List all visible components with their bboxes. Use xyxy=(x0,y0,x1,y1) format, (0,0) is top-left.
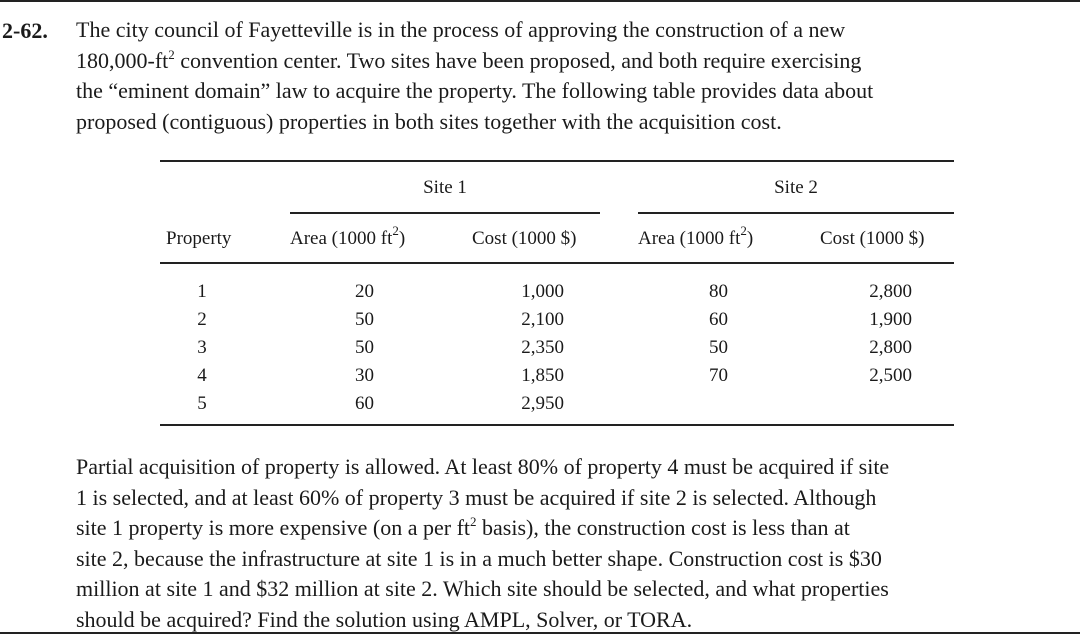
table-cell: 5 xyxy=(197,393,207,414)
text-segment: convention center. Two sites have been proposed, and both require exercising xyxy=(174,47,862,73)
table-cell: 60 xyxy=(355,393,374,414)
table-cell: 30 xyxy=(355,365,374,386)
table-cell: 50 xyxy=(355,337,374,358)
property-table xyxy=(160,160,954,428)
site2-cost-column xyxy=(856,278,912,390)
table-cell: 2,950 xyxy=(521,393,564,414)
table-cell: 1,850 xyxy=(521,365,564,386)
header-site2-cost: Cost (1000 $) xyxy=(820,228,925,249)
header-site1-area xyxy=(290,223,406,250)
site1-area-column xyxy=(340,278,374,418)
header-site1-area-exponent: 2 xyxy=(392,223,399,238)
property-column xyxy=(190,278,214,418)
table-cell: 2,100 xyxy=(521,309,564,330)
table-top-rule xyxy=(160,160,954,162)
header-property: Property xyxy=(166,228,232,249)
header-site2-area-text: Area (1000 ft xyxy=(638,228,741,249)
text-line xyxy=(76,574,1066,605)
problem-number: 2-62. xyxy=(2,18,48,43)
text-line xyxy=(76,76,1066,107)
text-segment: site 1 property is more expensive (on a per ft xyxy=(76,515,471,540)
table-cell: 70 xyxy=(709,365,728,386)
table-cell: 80 xyxy=(709,281,728,302)
table-cell: 2 xyxy=(197,309,207,330)
text-line xyxy=(76,605,1066,636)
text-line xyxy=(76,107,1066,138)
table-cell: 1,900 xyxy=(869,309,912,330)
text-line xyxy=(76,483,1066,514)
text-segment: The city council of Fayetteville is in the process of approving the construction of a new xyxy=(76,17,846,42)
problem-intro xyxy=(76,15,1066,137)
header-site1-area-text: Area (1000 ft xyxy=(290,228,393,249)
text-segment: 1 is selected, and at least 60% of property 3 must be acquired if site 2 is selected. Although xyxy=(76,484,877,510)
text-segment: million at site 1 and $32 million at site 2. Which site should be selected, and what properties xyxy=(76,576,889,601)
text-segment: the “eminent domain” law to acquire the property. The following table provides data about xyxy=(76,78,874,103)
text-segment: site 2, because the infrastructure at site 1 is in a much better shape. Construction cost is $30 xyxy=(76,545,882,571)
text-line xyxy=(76,452,1066,483)
top-rule xyxy=(0,0,1080,2)
header-site2-area xyxy=(638,223,754,250)
header-site2-area-close: ) xyxy=(746,228,754,249)
table-cell: 1 xyxy=(197,281,207,302)
table-cell: 1,000 xyxy=(521,281,564,302)
site2-area-column xyxy=(694,278,728,390)
header-site1-cost: Cost (1000 $) xyxy=(472,228,577,249)
text-line xyxy=(76,46,1066,77)
table-cell: 4 xyxy=(197,365,207,386)
table-cell: 3 xyxy=(197,337,207,358)
superscript: 2 xyxy=(470,514,477,529)
table-cell: 2,500 xyxy=(869,365,912,386)
text-line xyxy=(76,513,1066,544)
header-rule xyxy=(160,262,954,264)
table-cell: 2,350 xyxy=(521,337,564,358)
table-cell: 50 xyxy=(355,309,374,330)
table-cell: 2,800 xyxy=(869,337,912,358)
bottom-rule xyxy=(0,632,1080,634)
header-site1-area-close: ) xyxy=(398,228,406,249)
problem-followup xyxy=(76,452,1066,635)
site2-label: Site 2 xyxy=(774,177,818,198)
text-line xyxy=(76,544,1066,575)
text-segment: 180,000-ft xyxy=(76,47,169,73)
table-cell: 60 xyxy=(709,309,728,330)
table-cell: 20 xyxy=(355,281,374,302)
superscript: 2 xyxy=(168,46,175,62)
text-segment: proposed (contiguous) properties in both sites together with the acquisition cost. xyxy=(76,108,782,134)
table-cell: 50 xyxy=(709,337,728,358)
site2-rule xyxy=(638,212,954,214)
text-segment: basis), the construction cost is less than at xyxy=(476,515,850,540)
text-segment: Partial acquisition of property is allowed. At least 80% of property 4 must be acquired if site xyxy=(76,454,890,479)
text-segment: should be acquired? Find the solution using AMPL, Solver, or TORA. xyxy=(76,606,693,632)
text-line xyxy=(76,15,1066,46)
site1-label: Site 1 xyxy=(423,177,467,198)
site1-rule xyxy=(290,212,600,214)
header-site2-area-exponent: 2 xyxy=(740,223,747,238)
table-bottom-rule xyxy=(160,424,954,426)
site1-cost-column xyxy=(508,278,564,418)
table-cell: 2,800 xyxy=(869,281,912,302)
